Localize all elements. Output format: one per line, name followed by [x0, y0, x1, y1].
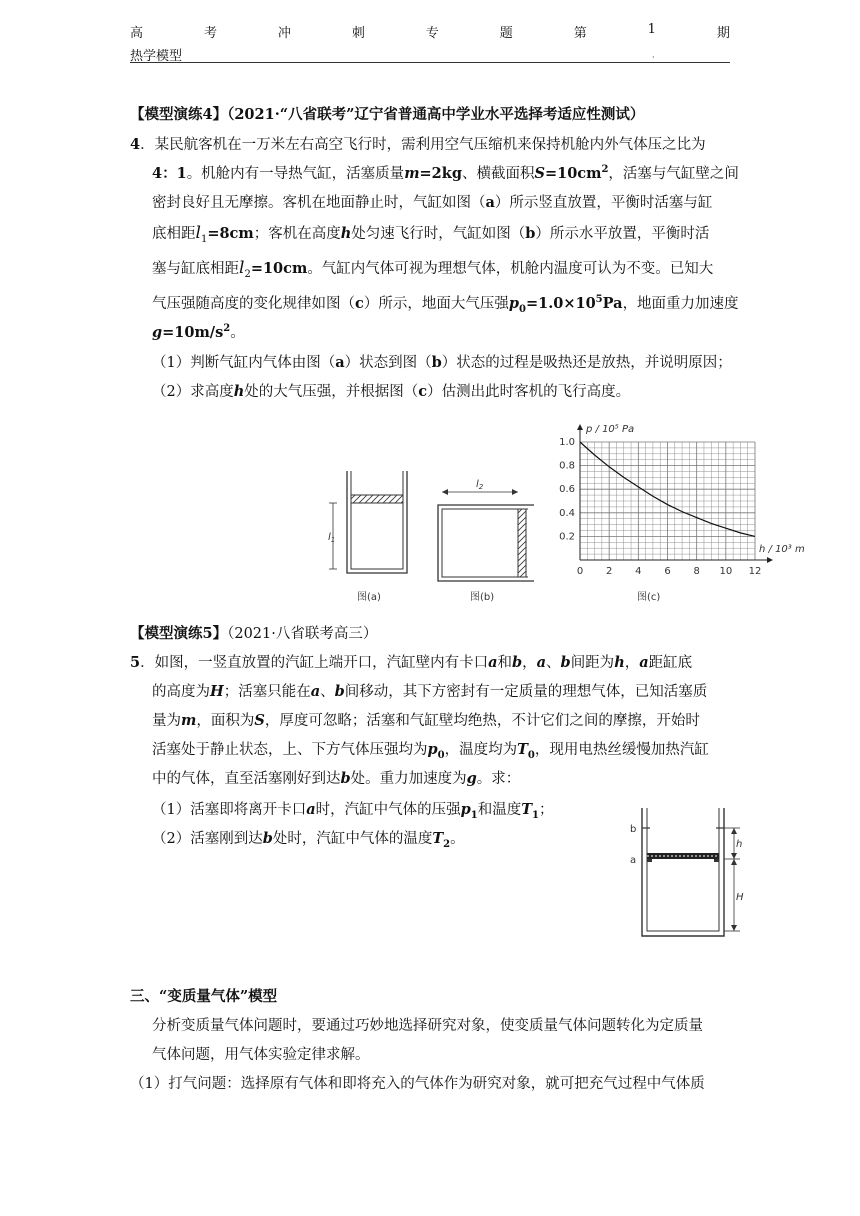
ex4-line4: 底相距$l_1=8cm$；客机在高度h处匀速飞行时，气缸如图（b）所示水平放置，平衡时活 — [152, 223, 710, 245]
section3-para-1: 分析变质量气体问题时，要通过巧妙地选择研究对象，使变质量气体问题转化为定质量 — [152, 1018, 703, 1034]
ex4-line1: 4．某民航客机在一万米左右高空飞行时，需利用空气压缩机来保持机舱内外气体压之比为 — [130, 136, 706, 153]
header-title — [130, 22, 730, 41]
x-tick-label: 4 — [635, 566, 642, 577]
ex4-question-2: （2）求高度h处的大气压强，并根据图（c）估测出此时客机的飞行高度。 — [152, 383, 631, 400]
y-tick-label: 0.8 — [559, 460, 575, 472]
y-tick-label: 0.6 — [559, 484, 575, 496]
header-title-char: 期 — [716, 26, 730, 41]
x-axis-arrow — [767, 557, 773, 563]
header-title-char: 专 — [425, 26, 439, 41]
figure-a — [325, 465, 415, 585]
x-tick-label: 6 — [664, 566, 671, 577]
ex4-question-1: （1）判断气缸内气体由图（a）状态到图（b）状态的过程是吸热还是放热，并说明原因； — [152, 354, 732, 371]
ex4-line2: 4：1。机舱内有一导热气缸，活塞质量m=2kg、横截面积$S=10cm^2$，活塞与气缸壁之间 — [152, 164, 739, 182]
page-header — [130, 22, 730, 64]
header-title-char: 1 — [647, 22, 656, 37]
x-tick-label: 10 — [719, 566, 733, 577]
figure-b-caption: 图(b) — [470, 592, 495, 603]
ex5-line2: 的高度为H；活塞只能在a、b间移动，其下方密封有一定质量的理想气体，已知活塞质 — [152, 683, 708, 700]
section3-para-3: （1）打气问题：选择原有气体和即将充入的气体作为研究对象，就可把充气过程中气体质 — [130, 1076, 705, 1092]
header-title-char: 考 — [203, 26, 217, 41]
header-title-char: 刺 — [351, 26, 365, 41]
svg-text:H: H — [736, 892, 744, 903]
x-tick-label: 2 — [605, 566, 613, 577]
ex5-line5: 中的气体，直至活塞刚好到达b处。重力加速度为g。求： — [152, 770, 521, 787]
svg-text:a: a — [630, 855, 637, 866]
svg-text:h: h — [736, 839, 743, 850]
y-axis-label: p / 10⁵ Pa — [586, 424, 635, 435]
ex5-line3: 量为m，面积为S，厚度可忽略；活塞和气缸壁均绝热，不计它们之间的摩擦，开始时 — [152, 712, 700, 729]
header-rule — [130, 62, 730, 63]
section3-title: 三、“变质量气体”模型 — [130, 988, 278, 1005]
ex4-line7: $g=10m/s^2$。 — [152, 323, 245, 341]
x-axis-label: h / 10³ m — [759, 544, 805, 555]
header-title-char: 第 — [573, 26, 587, 41]
figure-b — [430, 475, 540, 585]
figure-c-chart — [555, 420, 805, 588]
x-tick-label: 12 — [748, 566, 762, 577]
figure-a-caption: 图(a) — [357, 592, 381, 603]
ex5-line4: 活塞处于静止状态，上、下方气体压强均为$p_0$，温度均为$T_0$，现用电热丝缓慢加热汽缸 — [152, 741, 709, 761]
y-tick-label: 0.4 — [559, 507, 575, 519]
ex4-line5: 塞与缸底相距$l_2=10cm$。气缸内气体可视为理想气体，机舱内温度可认为不变。已知大 — [152, 258, 714, 280]
svg-text:l2: $l_2$ — [476, 479, 484, 491]
svg-text:l1: $l_1$ — [328, 532, 336, 544]
ex5-question-2: （2）活塞刚到达b处时，汽缸中气体的温度$T_2$。 — [152, 830, 465, 850]
figure-ex5-cylinder — [620, 806, 750, 940]
header-title-char: 高 — [130, 26, 144, 41]
ex5-line1: 5．如图，一竖直放置的汽缸上端开口，汽缸壁内有卡口a和b，a、b间距为h，a距缸底 — [130, 654, 693, 671]
header-title-char: 冲 — [277, 26, 291, 41]
header-title-char: 题 — [499, 26, 513, 41]
x-tick-label: 0 — [576, 566, 584, 577]
svg-text:b: b — [630, 824, 637, 835]
header-subtitle: 热学模型 — [130, 49, 183, 64]
x-tick-label: 8 — [693, 566, 700, 577]
ex5-question-1: （1）活塞即将离开卡口a时，汽缸中气体的压强$p_1$和温度$T_1$； — [152, 801, 554, 821]
ex4-line6: 气压强随高度的变化规律如图（c）所示，地面大气压强$p_0=1.0\times 10^5Pa$，地面重力加速度 — [152, 294, 739, 315]
figure-c-caption: 图(c) — [637, 592, 661, 603]
y-axis-arrow — [577, 424, 583, 430]
y-tick-label: 1.0 — [559, 437, 575, 448]
ex5-heading: 【模型演练5】（2021·八省联考高三） — [130, 625, 378, 642]
ex4-heading: 【模型演练4】（2021·“八省联考”辽宁省普通高中学业水平选择考适应性测试） — [130, 106, 645, 123]
section3-para-2: 气体问题，用气体实验定律求解。 — [152, 1047, 370, 1063]
y-tick-label: 0.2 — [559, 531, 575, 543]
ex4-line3: 密封良好且无摩擦。客机在地面静止时，气缸如图（a）所示竖直放置，平衡时活塞与缸 — [152, 194, 713, 211]
